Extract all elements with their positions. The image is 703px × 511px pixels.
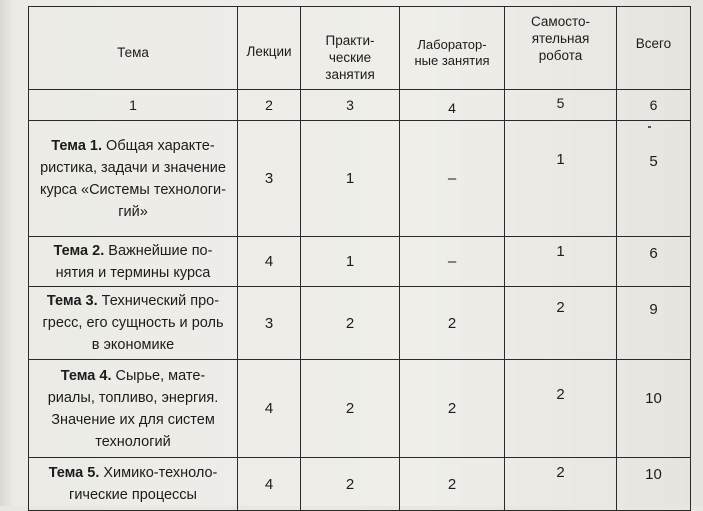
col-number-4: 4: [400, 90, 505, 121]
total-cell: 9: [617, 287, 691, 360]
table-row: [29, 121, 691, 237]
topic-cell: [29, 458, 238, 511]
total-cell: 10: [617, 458, 691, 511]
col-number-2: 2: [238, 90, 301, 121]
lab-cell: –: [400, 237, 505, 287]
lectures-cell: 4: [238, 237, 301, 287]
lectures-cell: 4: [238, 458, 301, 511]
topic-cell: [29, 121, 238, 237]
practical-cell: 2: [301, 287, 400, 360]
practical-cell: 1: [301, 237, 400, 287]
table-row: [29, 237, 691, 287]
lectures-cell: 3: [238, 121, 301, 237]
practical-cell: 2: [301, 360, 400, 458]
practical-cell: 1: [301, 121, 400, 237]
lab-cell: –: [400, 121, 505, 237]
topic-title: Тема 4.: [60, 367, 112, 384]
self-study-cell: 2: [505, 360, 617, 458]
practical-cell: 2: [301, 458, 400, 511]
header-tema: Тема: [29, 7, 238, 90]
table-row: [29, 458, 691, 511]
self-study-cell: 1: [505, 121, 617, 237]
header-lekcii: Лекции: [238, 7, 301, 90]
topic-text: Химико-техноло- гические процессы: [69, 465, 218, 503]
col-number-1: 1: [29, 90, 238, 121]
column-number-row: [29, 90, 691, 121]
col-number-3: 3: [301, 90, 400, 121]
topic-title: Тема 5.: [48, 465, 100, 481]
lectures-cell: 4: [238, 360, 301, 458]
lectures-cell: 3: [238, 287, 301, 360]
table-row: [29, 287, 691, 360]
topic-text: Важнейшие по- нятия и термины курса: [55, 242, 213, 281]
topic-text: Сырье, мате- риалы, топливо, энергия. Значение их для систем технологий: [47, 367, 219, 450]
header-vsego: Всего: [617, 7, 691, 90]
topic-title: Тема 2.: [53, 242, 105, 259]
topic-text: Технический про- гресс, его сущность и роль в экономике: [42, 293, 224, 353]
print-speck: [648, 126, 651, 128]
col-number-6: 6: [617, 90, 691, 121]
topic-cell: [29, 237, 238, 287]
topic-cell: [29, 287, 238, 360]
total-cell: 10: [617, 360, 691, 458]
topic-title: Тема 3.: [46, 293, 98, 309]
lab-cell: 2: [400, 458, 505, 511]
table-row: [29, 360, 691, 458]
header-prakt: Практи- ческие занятия: [301, 7, 400, 90]
header-row: [29, 7, 691, 90]
lab-cell: 2: [400, 360, 505, 458]
self-study-cell: 2: [505, 287, 617, 360]
lab-cell: 2: [400, 287, 505, 360]
total-cell: 5: [617, 121, 691, 237]
self-study-cell: 1: [505, 237, 617, 287]
total-cell: 6: [617, 237, 691, 287]
topic-title: Тема 1.: [51, 137, 103, 154]
header-samost: Самосто- ятельная робота: [505, 7, 617, 90]
course-hours-table: [28, 6, 691, 511]
col-number-5: 5: [505, 90, 617, 121]
header-lab: Лаборатор- ные занятия: [400, 7, 505, 90]
self-study-cell: 2: [505, 458, 617, 511]
topic-text: Общая характе- ристика, задачи и значение курса «Системы технологи- гий»: [40, 137, 226, 220]
topic-cell: [29, 360, 238, 458]
